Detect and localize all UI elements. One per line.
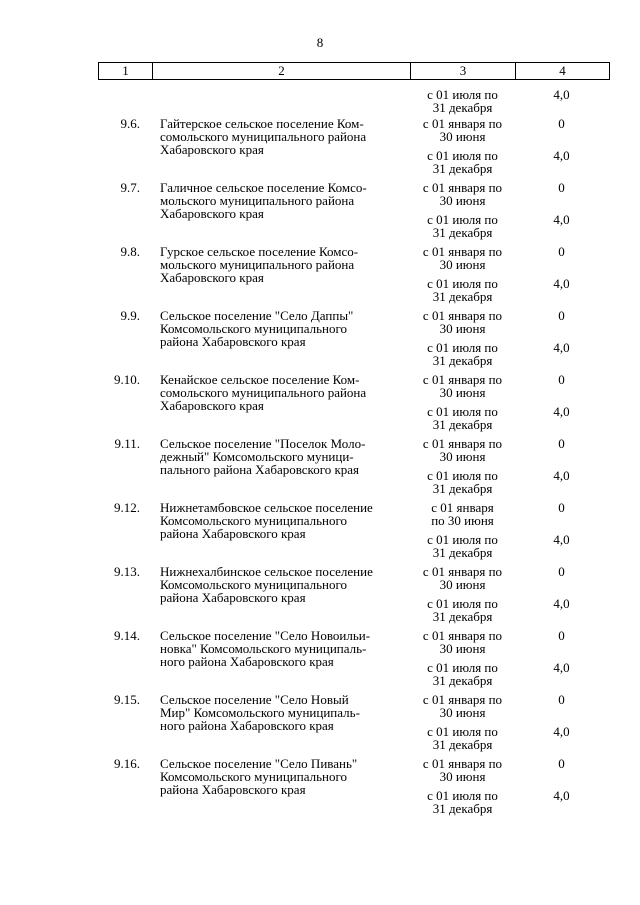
period-dates <box>410 757 515 783</box>
period-dates-line: 30 июня <box>439 385 486 400</box>
period-dates <box>410 597 515 623</box>
period-dates-line: с 01 января по <box>422 756 503 771</box>
row-number: 9.7. <box>120 180 140 195</box>
period-dates-line: по 30 июня <box>431 513 494 528</box>
period-dates <box>410 629 515 655</box>
header-col-4: 4 <box>559 63 566 78</box>
period-dates-line: 31 декабря <box>432 545 493 560</box>
period-value: 4,0 <box>553 340 570 355</box>
period-value: 0 <box>558 244 565 259</box>
period-entry <box>410 629 608 655</box>
period-dates <box>410 181 515 207</box>
settlement-name <box>152 757 410 815</box>
period-entry <box>410 501 608 527</box>
period-dates <box>410 693 515 719</box>
period-dates-line: с 01 июля по <box>427 148 498 163</box>
row-number: 9.6. <box>120 116 140 131</box>
table-row <box>98 309 610 367</box>
period-entry <box>410 437 608 463</box>
period-value: 0 <box>558 180 565 195</box>
settlement-name-line: Гурское сельское поселение Комсо- <box>160 244 359 259</box>
period-entry <box>410 309 608 335</box>
settlement-name-line: района Хабаровского края <box>160 782 306 797</box>
settlement-name-line: Комсомольского муниципального <box>160 769 347 784</box>
settlement-name-line: Нижнетамбовское сельское поселение <box>160 500 373 515</box>
period-dates-line: с 01 июля по <box>427 724 498 739</box>
period-value: 0 <box>558 308 565 323</box>
settlement-name <box>152 309 410 367</box>
settlement-name-line: Нижнехалбинское сельское поселение <box>160 564 373 579</box>
settlement-name <box>152 501 410 559</box>
settlement-name-line: района Хабаровского края <box>160 526 306 541</box>
settlement-name-line: Хабаровского края <box>160 206 264 221</box>
period-dates-line: с 01 июля по <box>427 87 498 102</box>
period-dates-line: с 01 января по <box>422 372 503 387</box>
period-entry <box>410 597 608 623</box>
table-row <box>98 757 610 815</box>
period-value: 4,0 <box>553 276 570 291</box>
settlement-name-line: пального района Хабаровского края <box>160 462 360 477</box>
settlement-name-line: Комсомольского муниципального <box>160 577 347 592</box>
period-value: 4,0 <box>553 660 570 675</box>
period-dates-line: с 01 июля по <box>427 596 498 611</box>
period-dates-line: с 01 июля по <box>427 340 498 355</box>
period-value: 4,0 <box>553 596 570 611</box>
period-dates-line: 30 июня <box>439 257 486 272</box>
period-value: 0 <box>558 436 565 451</box>
settlement-name-line: мольского муниципального района <box>160 193 355 208</box>
settlement-name-line: новка" Комсомольского муниципаль- <box>160 641 367 656</box>
period-value: 4,0 <box>553 724 570 739</box>
period-value: 0 <box>558 116 565 131</box>
settlement-name-line: Сельское поселение "Село Даппы" <box>160 308 354 323</box>
settlement-name-line: Сельское поселение "Село Новоильи- <box>160 628 371 643</box>
row-number: 9.16. <box>114 756 140 771</box>
settlement-name-line: Кенайское сельское поселение Ком- <box>160 372 360 387</box>
period-dates-line: с 01 июля по <box>427 212 498 227</box>
period-dates <box>410 533 515 559</box>
period-entry <box>410 789 608 815</box>
period-value: 4,0 <box>553 87 570 102</box>
period-dates <box>410 469 515 495</box>
period-dates-line: 31 декабря <box>432 417 493 432</box>
settlement-name-line: Комсомольского муниципального <box>160 513 347 528</box>
period-dates-line: 31 декабря <box>432 609 493 624</box>
period-dates <box>410 341 515 367</box>
table-row <box>98 437 610 495</box>
period-dates-line: с 01 января по <box>422 436 503 451</box>
period-dates-line: с 01 июля по <box>427 404 498 419</box>
settlement-name <box>152 245 410 303</box>
settlement-name <box>152 629 410 687</box>
period-entry <box>410 117 608 143</box>
period-entry <box>410 373 608 399</box>
period-dates <box>410 117 515 143</box>
settlement-name <box>152 565 410 623</box>
page-number: 8 <box>316 35 324 50</box>
table-row <box>98 565 610 623</box>
period-entry <box>410 693 608 719</box>
table-row <box>98 117 610 175</box>
period-dates-line: 31 декабря <box>432 225 493 240</box>
period-entry <box>410 149 608 175</box>
period-dates-line: с 01 января по <box>422 692 503 707</box>
period-value: 4,0 <box>553 404 570 419</box>
period-value: 0 <box>558 564 565 579</box>
period-value: 4,0 <box>553 212 570 227</box>
period-dates-line: 30 июня <box>439 705 486 720</box>
row-number: 9.11. <box>114 436 140 451</box>
settlement-name-line: Сельское поселение "Село Новый <box>160 692 349 707</box>
period-entry <box>410 245 608 271</box>
settlement-name-line: района Хабаровского края <box>160 590 306 605</box>
period-dates-line: 30 июня <box>439 129 486 144</box>
settlement-name <box>152 693 410 751</box>
period-dates-line: 31 декабря <box>432 289 493 304</box>
period-value: 0 <box>558 372 565 387</box>
row-number: 9.8. <box>120 244 140 259</box>
period-dates <box>410 213 515 239</box>
period-value: 4,0 <box>553 468 570 483</box>
period-dates-line: 31 декабря <box>432 801 493 816</box>
table-row <box>98 693 610 751</box>
period-entry <box>410 469 608 495</box>
row-number: 9.12. <box>114 500 140 515</box>
settlement-name-line: Мир" Комсомольского муниципаль- <box>160 705 360 720</box>
period-dates-line: с 01 июля по <box>427 276 498 291</box>
period-dates-line: 31 декабря <box>432 161 493 176</box>
period-dates <box>410 725 515 751</box>
period-dates-line: 31 декабря <box>432 353 493 368</box>
period-dates-line: 30 июня <box>439 321 486 336</box>
period-dates <box>410 565 515 591</box>
table-row <box>98 629 610 687</box>
row-number: 9.13. <box>114 564 140 579</box>
period-entry <box>410 661 608 687</box>
period-dates-line: с 01 июля по <box>427 788 498 803</box>
period-value: 0 <box>558 756 565 771</box>
table-row <box>98 181 610 239</box>
period-dates-line: с 01 июля по <box>427 660 498 675</box>
row-number: 9.14. <box>114 628 140 643</box>
period-dates <box>410 245 515 271</box>
period-dates-line: 30 июня <box>439 449 486 464</box>
period-dates-line: с 01 января по <box>422 116 503 131</box>
settlement-name <box>152 373 410 431</box>
period-value: 4,0 <box>553 788 570 803</box>
period-dates-line: 30 июня <box>439 193 486 208</box>
table-row <box>98 245 610 303</box>
table-header <box>98 62 610 80</box>
period-value: 0 <box>558 628 565 643</box>
period-dates-line: с 01 июля по <box>427 532 498 547</box>
settlement-name <box>152 181 410 239</box>
settlement-name-line: ного района Хабаровского края <box>160 654 334 669</box>
period-entry <box>410 277 608 303</box>
period-dates <box>410 149 515 175</box>
period-dates <box>410 501 515 527</box>
row-number: 9.10. <box>114 372 140 387</box>
settlement-name-line: Сельское поселение "Поселок Моло- <box>160 436 366 451</box>
period-dates-line: с 01 января по <box>422 180 503 195</box>
row-number: 9.15. <box>114 692 140 707</box>
period-entry <box>410 181 608 207</box>
settlement-name-line: Галичное сельское поселение Комсо- <box>160 180 367 195</box>
settlement-name-line: Комсомольского муниципального <box>160 321 347 336</box>
period-value: 4,0 <box>553 532 570 547</box>
settlement-name-line: Хабаровского края <box>160 270 264 285</box>
period-dates-line: с 01 января по <box>422 564 503 579</box>
period-entry <box>410 533 608 559</box>
header-col-3: 3 <box>411 63 516 79</box>
settlement-name-line: ного района Хабаровского края <box>160 718 334 733</box>
header-col-2: 2 <box>153 63 411 79</box>
period-dates-line: с 01 января по <box>422 628 503 643</box>
period-entry <box>410 405 608 431</box>
period-entry <box>410 88 608 114</box>
period-value: 0 <box>558 500 565 515</box>
period-dates-line: с 01 января по <box>422 244 503 259</box>
period-value: 4,0 <box>553 148 570 163</box>
settlement-name <box>152 437 410 495</box>
period-dates <box>410 309 515 335</box>
period-dates-line: 31 декабря <box>432 737 493 752</box>
period-dates-line: 31 декабря <box>432 481 493 496</box>
period-dates-line: 31 декабря <box>432 673 493 688</box>
row-number: 9.9. <box>120 308 140 323</box>
settlement-name <box>152 117 410 175</box>
period-dates <box>410 437 515 463</box>
period-dates-line: 31 декабря <box>432 100 493 115</box>
period-entry <box>410 213 608 239</box>
period-dates <box>410 88 515 114</box>
period-dates-line: с 01 января <box>431 500 494 515</box>
period-dates <box>410 405 515 431</box>
settlement-name-line: Гайтерское сельское поселение Ком- <box>160 116 364 131</box>
settlement-name-line: дежный" Комсомольского муници- <box>160 449 354 464</box>
settlement-name-line: сомольского муниципального района <box>160 129 367 144</box>
period-dates <box>410 373 515 399</box>
period-entry <box>410 757 608 783</box>
settlement-name-line: Хабаровского края <box>160 398 264 413</box>
settlement-name-line: Хабаровского края <box>160 142 264 157</box>
table-row-continuation <box>98 88 610 114</box>
table-row <box>98 501 610 559</box>
period-entry <box>410 565 608 591</box>
settlement-name-line: сомольского муниципального района <box>160 385 367 400</box>
period-dates <box>410 277 515 303</box>
period-dates-line: 30 июня <box>439 641 486 656</box>
settlement-name-line: Сельское поселение "Село Пивань" <box>160 756 358 771</box>
period-dates-line: с 01 июля по <box>427 468 498 483</box>
period-dates-line: 30 июня <box>439 769 486 784</box>
settlement-name-line: района Хабаровского края <box>160 334 306 349</box>
header-col-1: 1 <box>99 63 153 79</box>
period-entry <box>410 725 608 751</box>
period-value: 0 <box>558 692 565 707</box>
table-row <box>98 373 610 431</box>
period-dates-line: с 01 января по <box>422 308 503 323</box>
period-entry <box>410 341 608 367</box>
period-dates-line: 30 июня <box>439 577 486 592</box>
period-dates <box>410 789 515 815</box>
period-dates <box>410 661 515 687</box>
settlement-name-line: мольского муниципального района <box>160 257 355 272</box>
